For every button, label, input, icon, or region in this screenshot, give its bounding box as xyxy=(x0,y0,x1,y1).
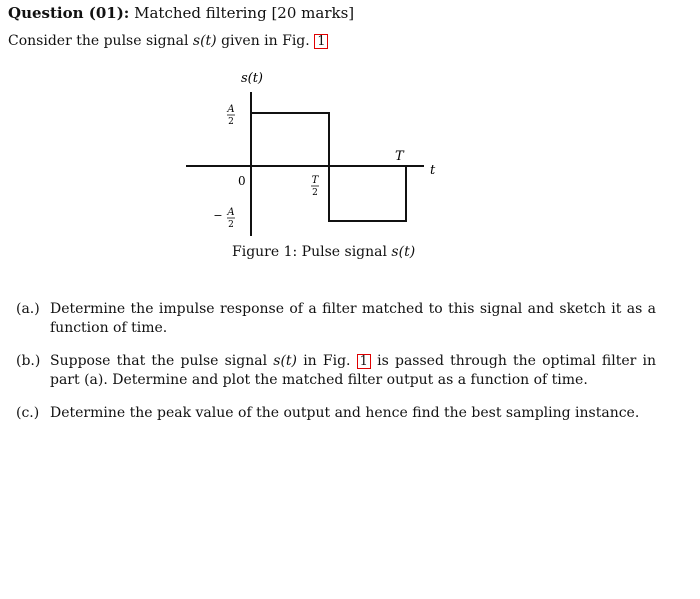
figure-ref-link[interactable]: 1 xyxy=(314,34,328,49)
part-c xyxy=(16,404,656,423)
figure-caption xyxy=(232,244,415,260)
part-a xyxy=(16,300,656,338)
intro-suffix: given in Fig. xyxy=(216,33,310,49)
caption-text: Figure 1: Pulse signal xyxy=(232,244,392,260)
svg-text:2: 2 xyxy=(312,188,318,198)
part-b xyxy=(16,352,656,390)
negative-amplitude-label xyxy=(213,207,235,230)
x-axis-label: t xyxy=(430,163,436,178)
part-b-suffix: is passed through the optimal filter in part (a). Determine and plot the matched filter output as a function of time. xyxy=(50,353,657,388)
question-title: Matched filtering [20 marks] xyxy=(134,4,355,22)
part-label: (a.) xyxy=(16,301,40,317)
part-b-signal: s(t) xyxy=(273,353,298,369)
intro-text: Consider the pulse signal xyxy=(8,33,193,49)
positive-amplitude-label xyxy=(226,104,235,127)
question-number: Question (01): xyxy=(8,4,130,22)
svg-text:A: A xyxy=(227,207,235,218)
origin-label: 0 xyxy=(238,174,246,188)
part-b-prefix: Suppose that the pulse signal xyxy=(50,353,274,369)
period-label: T xyxy=(395,149,404,164)
y-axis-label: s(t) xyxy=(240,71,264,86)
figure-ref-link[interactable]: 1 xyxy=(357,354,371,369)
svg-text:2: 2 xyxy=(228,220,234,230)
part-text: Determine the impulse response of a filter matched to this signal and sketch it as a function of time. xyxy=(50,301,656,336)
part-label: (b.) xyxy=(16,353,41,369)
part-text: Determine the peak value of the output and hence find the best sampling instance. xyxy=(50,405,640,421)
svg-text:2: 2 xyxy=(228,117,234,127)
svg-text:T: T xyxy=(311,175,319,186)
part-b-middle: in Fig. xyxy=(297,353,357,369)
half-period-label xyxy=(311,175,320,198)
caption-signal: s(t) xyxy=(391,244,416,260)
svg-text:−: − xyxy=(213,209,223,222)
part-label: (c.) xyxy=(16,405,40,421)
part-text xyxy=(50,352,656,390)
svg-text:A: A xyxy=(227,104,235,115)
question-parts xyxy=(16,300,656,437)
intro-signal: s(t) xyxy=(192,33,217,49)
